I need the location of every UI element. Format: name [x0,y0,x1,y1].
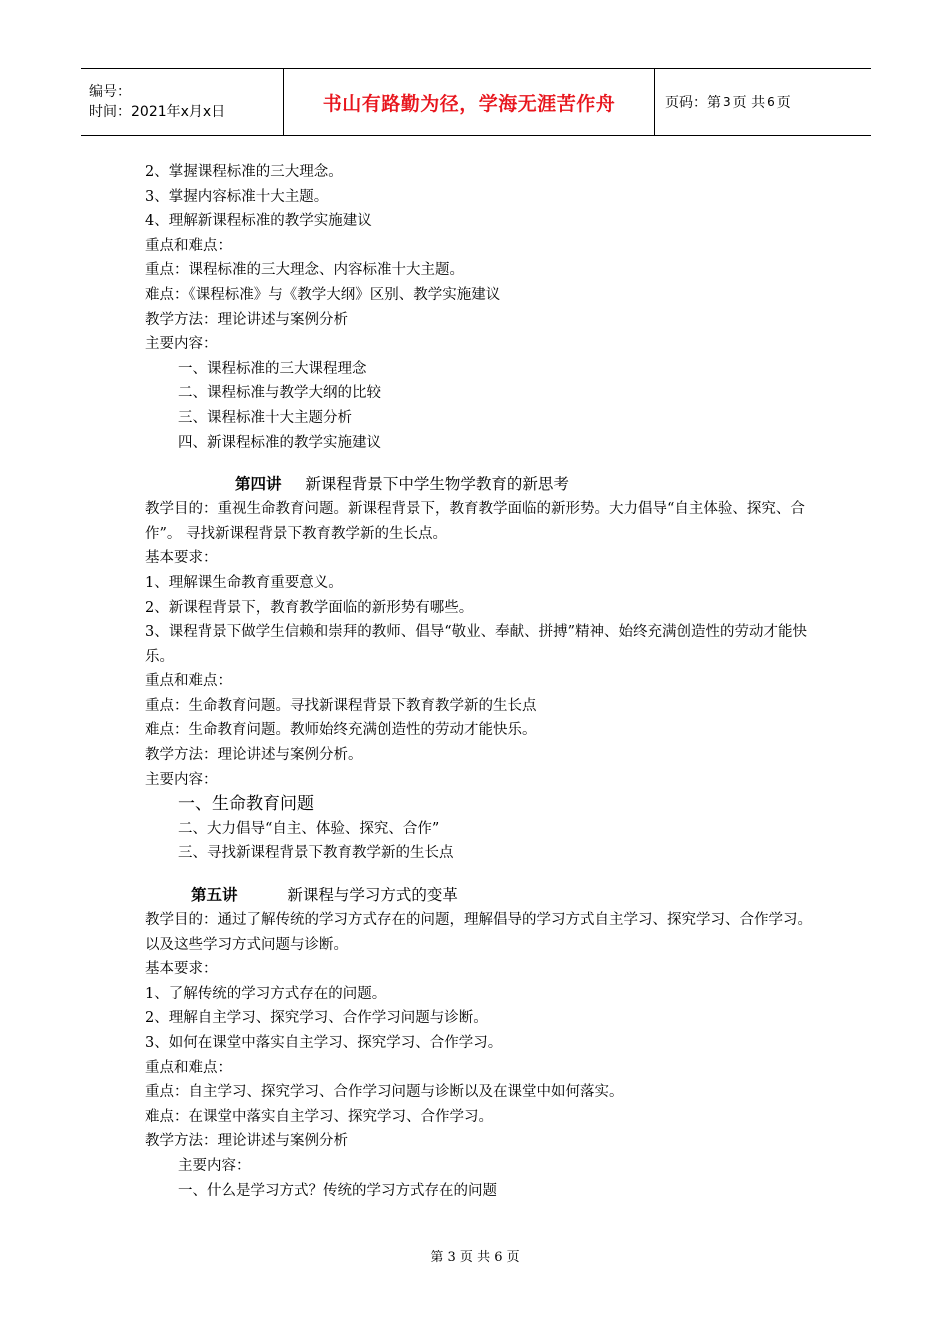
footer-prefix: 第 [430,1250,444,1265]
doc-code-label: 编号： [89,84,131,100]
text-line: 教学方法：理论讲述与案例分析 [145,1133,348,1150]
text-line: 重点和难点： [145,673,232,690]
lecture-5-number: 第五讲 [191,885,238,905]
text-line: 1、了解传统的学习方式存在的问题。 [145,985,387,1002]
page-prefix: 页码：第 [665,95,721,111]
text-line: 主要内容： [145,336,218,353]
lecture-5-title: 新课程与学习方式的变革 [287,886,458,905]
footer-page-word: 页 [459,1250,473,1265]
page-header [81,68,871,136]
text-paragraph: 教学目的：通过了解传统的学习方式存在的问题，理解倡导的学习方式自主学习、探究学习、合作学习。以及这些学习方式问题与诊断。 [145,912,812,953]
content-item: 三、课程标准十大主题分析 [178,409,352,426]
text-line: 2、理解自主学习、探究学习、合作学习问题与诊断。 [145,1010,488,1027]
footer-current: 3 [447,1250,456,1265]
content-item: 一、生命教育问题 [178,794,314,815]
lecture-4-number: 第四讲 [235,474,282,494]
text-line: 3、如何在课堂中落实自主学习、探究学习、合作学习。 [145,1035,503,1051]
text-line: 2、掌握课程标准的三大理念。 [145,164,343,180]
content-label: 主要内容： [178,1157,251,1174]
text-line: 基本要求： [145,550,218,567]
text-line: 3、掌握内容标准十大主题。 [145,188,329,205]
lecture-4-title: 新课程背景下中学生物学教育的新思考 [305,475,569,494]
header-left-cell [81,69,283,135]
text-line: 基本要求： [145,961,218,978]
content-item: 一、什么是学习方式？传统的学习方式存在的问题 [178,1182,497,1199]
text-line: 难点：在课堂中落实自主学习、探究学习、合作学习。 [145,1108,493,1125]
page-current: 3 [723,95,731,109]
content-item: 二、大力倡导“自主、体验、探究、合作” [178,820,440,837]
header-motto: 书山有路勤为径，学海无涯苦作舟 [283,69,655,135]
text-line: 难点：生命教育问题。教师始终充满创造性的劳动才能快乐。 [145,722,537,739]
page-suffix: 页 [776,95,791,111]
document-body [145,160,815,1203]
text-line: 重点：课程标准的三大理念、内容标准十大主题。 [145,262,464,279]
lecture-5-heading [145,882,815,908]
content-item: 二、课程标准与教学大纲的比较 [178,385,381,402]
text-line: 重点和难点： [145,237,232,254]
text-paragraph: 3、课程背景下做学生信赖和崇拜的教师、倡导“敬业、奉献、拼搏”精神、始终充满创造性的劳动才能快乐。 [145,624,808,665]
text-line: 4、理解新课程标准的教学实施建议 [145,213,372,230]
page-total: 6 [767,95,775,109]
page-mid: 页 共 [732,95,766,111]
text-line: 难点：《课程标准》与《教学大纲》区别、教学实施建议 [145,286,501,303]
text-line: 重点和难点： [145,1059,232,1076]
text-line: 教学方法：理论讲述与案例分析。 [145,747,363,764]
text-line: 教学方法：理论讲述与案例分析 [145,311,348,328]
header-page-info [655,69,871,135]
content-item: 三、寻找新课程背景下教育教学新的生长点 [178,845,454,862]
text-line: 2、新课程背景下，教育教学面临的新形势有哪些。 [145,599,474,616]
lecture-4-heading [145,471,815,497]
text-line: 重点：自主学习、探究学习、合作学习问题与诊断以及在课堂中如何落实。 [145,1084,624,1101]
footer-total: 6 [494,1250,503,1265]
text-line: 1、理解课生命教育重要意义。 [145,574,343,591]
text-line: 重点：生命教育问题。寻找新课程背景下教育教学新的生长点 [145,697,537,714]
text-paragraph: 教学目的：重视生命教育问题。新课程背景下，教育教学面临的新形势。大力倡导“自主体验、探究、合作”。 寻找新课程背景下教育教学新的生长点。 [145,501,805,542]
footer-total-word: 共 [477,1250,491,1265]
footer-suffix: 页 [506,1250,520,1265]
content-item: 一、课程标准的三大课程理念 [178,360,367,377]
doc-time-label: 时间：2021年x月x日 [89,104,226,120]
content-item: 四、新课程标准的教学实施建议 [178,434,381,451]
text-line: 主要内容： [145,771,218,788]
page-footer [0,1246,950,1265]
